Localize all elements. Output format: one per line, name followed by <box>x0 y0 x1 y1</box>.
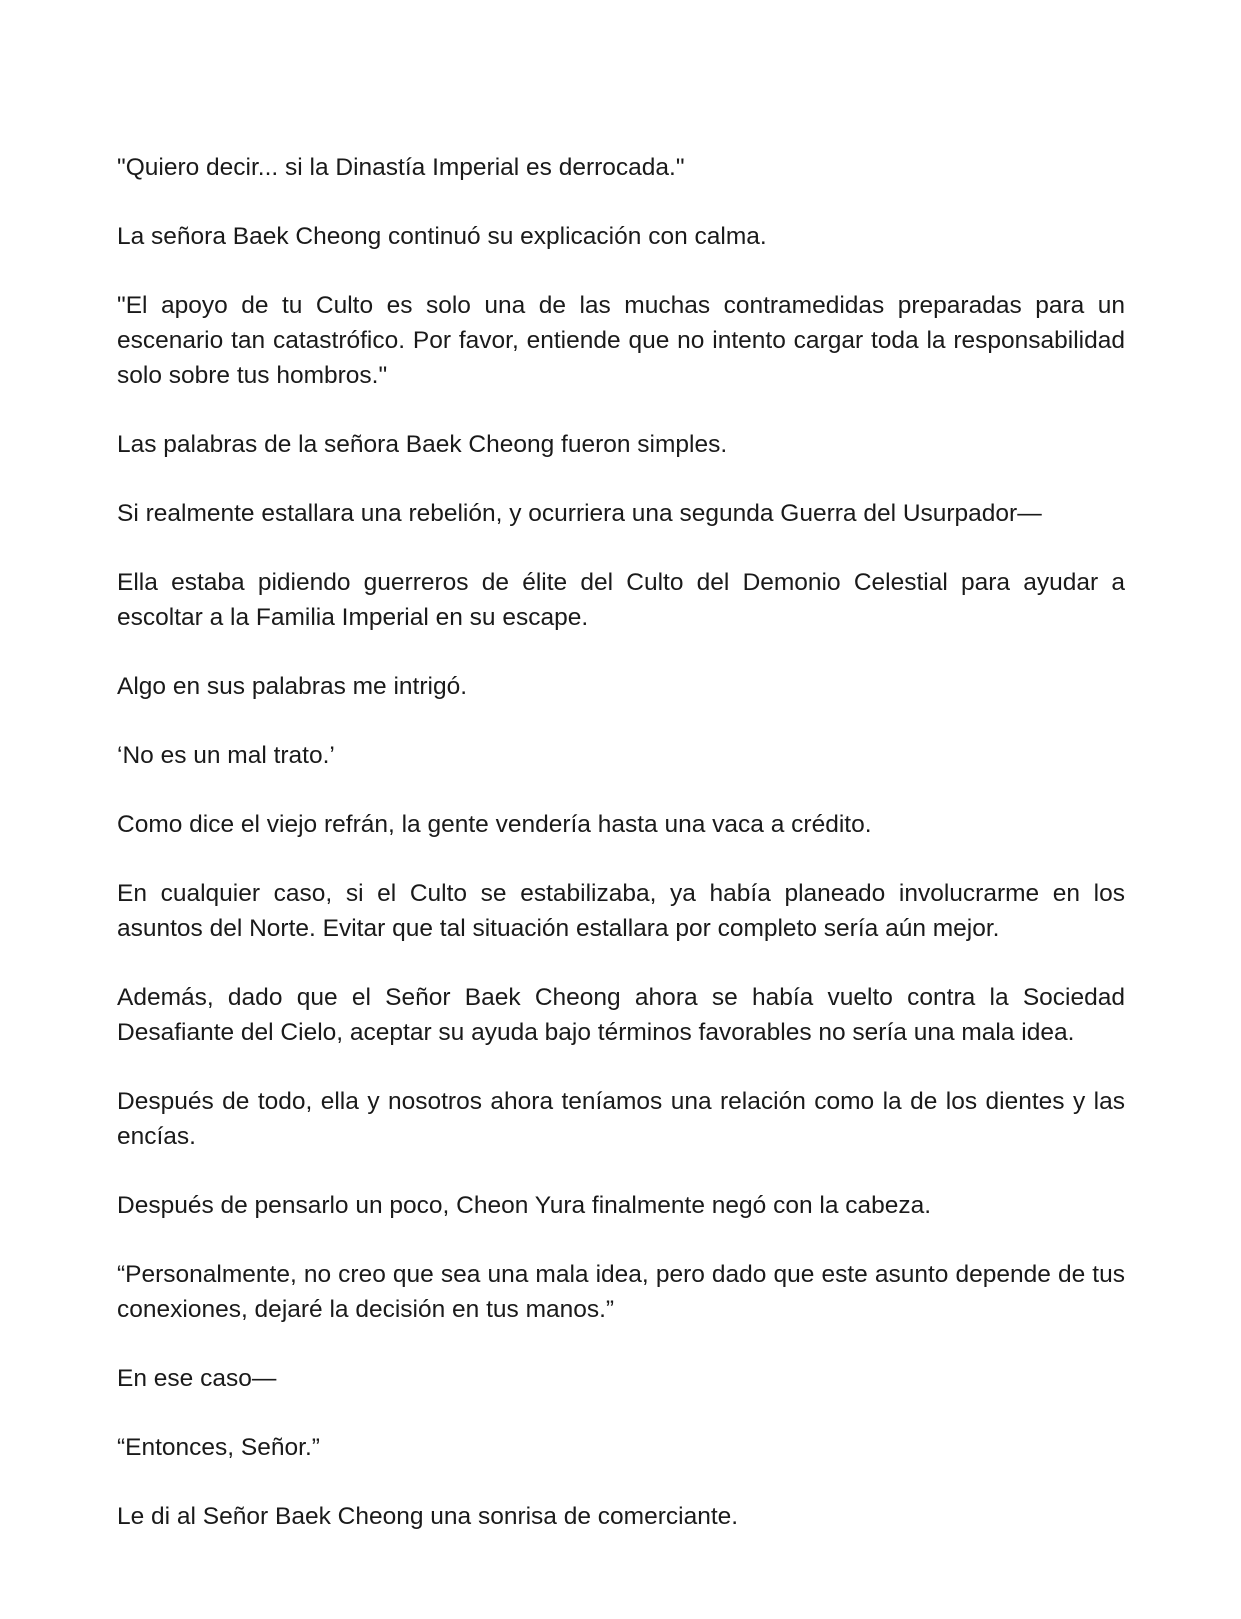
paragraph: Las palabras de la señora Baek Cheong fueron simples. <box>117 431 728 458</box>
paragraph: Después de todo, ella y nosotros ahora teníamos una relación como la de los dientes y las encías. <box>117 1088 1125 1150</box>
paragraph: Algo en sus palabras me intrigó. <box>117 673 467 700</box>
paragraph: Le di al Señor Baek Cheong una sonrisa de comerciante. <box>117 1503 739 1530</box>
paragraph: Después de pensarlo un poco, Cheon Yura finalmente negó con la cabeza. <box>117 1192 932 1219</box>
paragraph: En cualquier caso, si el Culto se estabilizaba, ya había planeado involucrarme en los asuntos del Norte. Evitar que tal situación estallara por completo sería aún mejor. <box>117 880 1125 942</box>
paragraph: “Entonces, Señor.” <box>117 1434 320 1461</box>
paragraph: “Personalmente, no creo que sea una mala idea, pero dado que este asunto depende de tus conexiones, dejaré la decisión en tus manos.” <box>117 1261 1125 1323</box>
paragraph: En ese caso— <box>117 1365 277 1392</box>
paragraph: ‘No es un mal trato.’ <box>117 742 335 769</box>
paragraph: La señora Baek Cheong continuó su explicación con calma. <box>117 223 767 250</box>
paragraph: Como dice el viejo refrán, la gente vendería hasta una vaca a crédito. <box>117 811 872 838</box>
paragraph: "El apoyo de tu Culto es solo una de las muchas contramedidas preparadas para un escenario tan catastrófico. Por favor, entiende que no intento cargar toda la responsabilidad solo sobre tus hombros." <box>117 292 1125 389</box>
document-body <box>117 150 1125 1568</box>
paragraph: Si realmente estallara una rebelión, y ocurriera una segunda Guerra del Usurpador— <box>117 500 1042 527</box>
paragraph: "Quiero decir... si la Dinastía Imperial es derrocada." <box>117 154 685 181</box>
paragraph: Ella estaba pidiendo guerreros de élite del Culto del Demonio Celestial para ayudar a escoltar a la Familia Imperial en su escape. <box>117 569 1125 631</box>
paragraph: Además, dado que el Señor Baek Cheong ahora se había vuelto contra la Sociedad Desafiante del Cielo, aceptar su ayuda bajo términos favorables no sería una mala idea. <box>117 984 1125 1046</box>
